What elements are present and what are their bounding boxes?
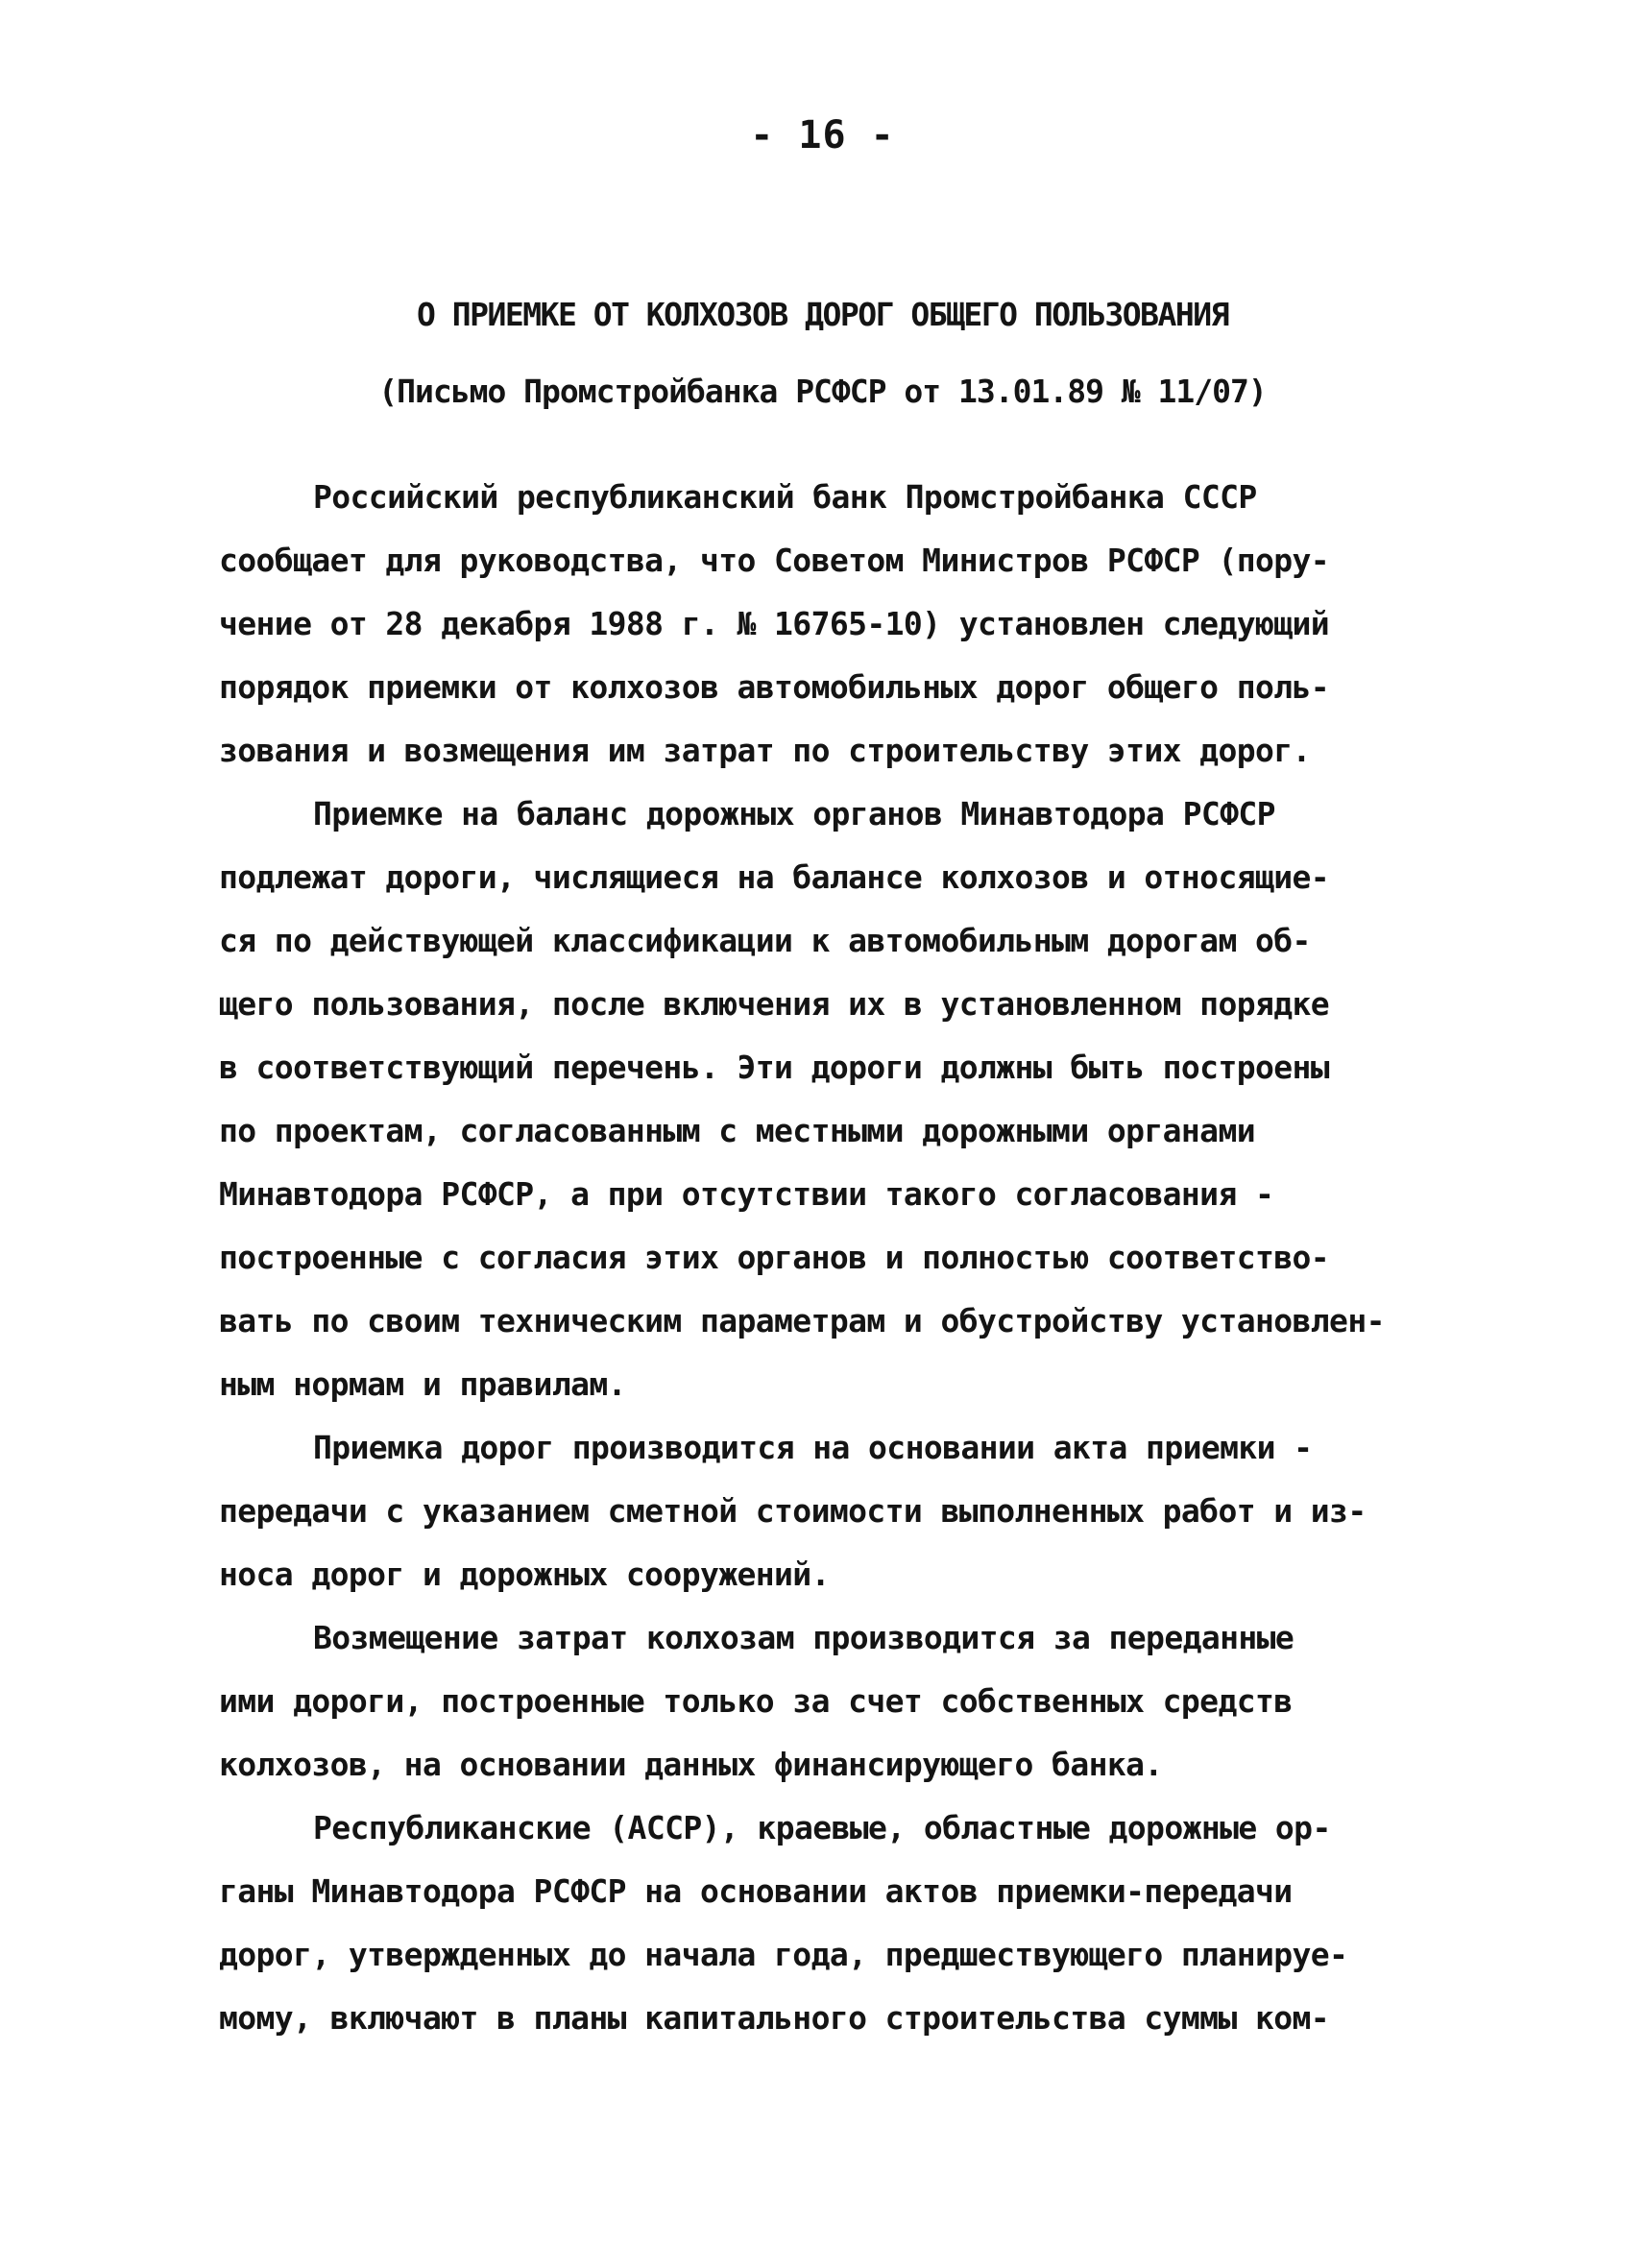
paragraph-2 [219,783,1467,1416]
text-line: ганы Минавтодора РСФСР на основании актов приемки-передачи [219,1872,1293,1910]
text-line: Возмещение затрат колхозам производится за переданные [313,1619,1294,1656]
text-line: Минавтодора РСФСР, а при отсутствии такого согласования - [219,1175,1274,1213]
text-line: зования и возмещения им затрат по строительству этих дорог. [219,732,1311,769]
paragraph-1 [219,466,1467,783]
paragraph-5 [219,1797,1467,2050]
text-line: в соответствующий перечень. Эти дороги должны быть построены [219,1049,1330,1086]
document-subtitle: (Письмо Промстройбанка РСФСР от 13.01.89 № 11/07) [378,373,1267,410]
text-line: подлежат дороги, числящиеся на балансе колхозов и относящие- [219,858,1330,896]
text-line: построенные с согласия этих органов и полностью соответство- [219,1239,1330,1276]
text-line: Приемке на баланс дорожных органов Минавтодора РСФСР [313,795,1275,832]
text-line: ся по действующей классификации к автомобильным дорогам об- [219,922,1311,959]
page-number: - 16 - [750,113,895,157]
text-line: Приемка дорог производится на основании акта приемки - [313,1429,1313,1466]
text-line: колхозов, на основании данных финансирующего банка. [219,1746,1163,1783]
text-line: носа дорог и дорожных сооружений. [219,1556,830,1593]
document-title: О ПРИЕМКЕ ОТ КОЛХОЗОВ ДОРОГ ОБЩЕГО ПОЛЬЗОВАНИЯ [417,296,1228,333]
text-line: дорог, утвержденных до начала года, предшествующего планируе- [219,1936,1348,1973]
text-line: передачи с указанием сметной стоимости выполненных работ и из- [219,1492,1367,1530]
text-line: Российский республиканский банк Промстройбанка СССР [313,478,1257,516]
body-text [219,466,1467,2050]
text-line: ими дороги, построенные только за счет собственных средств [219,1682,1293,1720]
paragraph-4 [219,1606,1467,1797]
text-line: по проектам, согласованным с местными дорожными органами [219,1112,1255,1149]
text-line: чение от 28 декабря 1988 г. № 16765-10) установлен следующий [219,605,1330,642]
text-line: ным нормам и правилам. [219,1365,626,1403]
text-line: сообщает для руководства, что Советом Министров РСФСР (пору- [219,542,1330,579]
text-line: вать по своим техническим параметрам и обустройству установлен- [219,1302,1385,1339]
paragraph-3 [219,1416,1467,1606]
text-line: порядок приемки от колхозов автомобильных дорог общего поль- [219,668,1330,706]
text-line: щего пользования, после включения их в установленном порядке [219,985,1330,1023]
text-line: Республиканские (АССР), краевые, областные дорожные ор- [313,1809,1331,1846]
text-line: мому, включают в планы капитального строительства суммы ком- [219,1999,1330,2037]
